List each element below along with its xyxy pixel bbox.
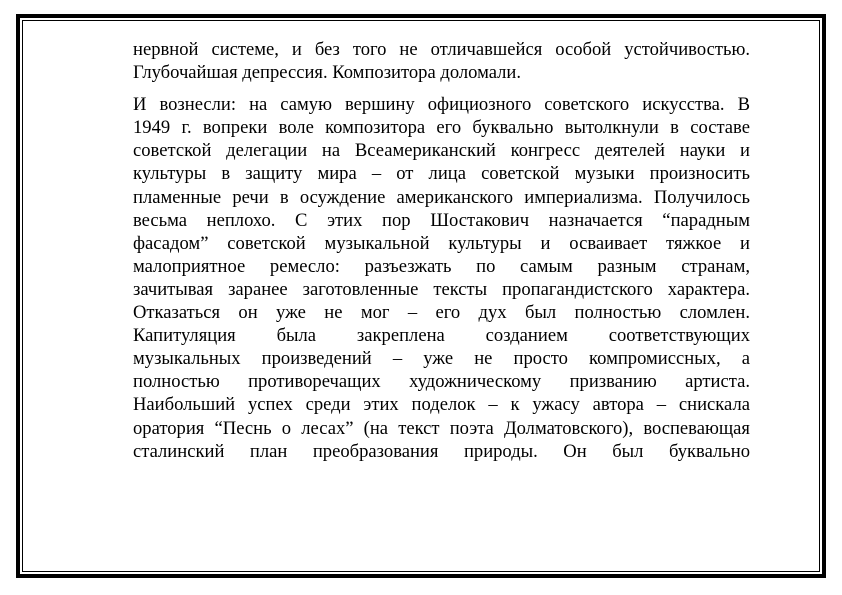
text-line: Наибольший успех среди этих поделок – к ужасу автора – снискала [133, 394, 750, 416]
text-line: Глубочайшая депрессия. Композитора доломали. [133, 62, 522, 84]
text-line: весьма неплохо. С этих пор Шостакович назначается “парадным [133, 209, 750, 231]
text-line: фасадом” советской музыкальной культуры и осваивает тяжкое и [133, 232, 750, 254]
text-line: полностью противоречащих художническому призванию артиста. [133, 371, 750, 393]
text-line: И вознесли: на самую вершину официозного советского искусства. В [133, 94, 750, 116]
document-body [133, 38, 750, 463]
text-line: советской делегации на Всеамериканский конгресс деятелей науки и [133, 140, 750, 162]
paragraph-2 [133, 93, 750, 463]
paragraph-1 [133, 38, 750, 84]
text-line: оратория “Песнь о лесах” (на текст поэта Долматовского), воспевающая [133, 417, 750, 439]
text-line: Капитуляция была закреплена созданием соответствующих [133, 325, 750, 347]
text-line: сталинский план преобразования природы. Он был буквально [133, 440, 750, 462]
text-line: зачитывая заранее заготовленные тексты пропагандистского характера. [133, 278, 750, 300]
text-line: пламенные речи в осуждение американского империализма. Получилось [133, 186, 750, 208]
text-line: 1949 г. вопреки воле композитора его буквально вытолкнули в составе [133, 117, 750, 139]
text-line: Отказаться он уже не мог – его дух был полностью сломлен. [133, 302, 750, 324]
text-line: нервной системе, и без того не отличавшейся особой устойчивостью. [133, 39, 750, 60]
text-line: культуры в защиту мира – от лица советской музыки произносить [133, 163, 750, 185]
text-line: малоприятное ремесло: разъезжать по самым разным странам, [133, 255, 750, 277]
text-line: музыкальных произведений – уже не просто компромиссных, а [133, 348, 750, 370]
